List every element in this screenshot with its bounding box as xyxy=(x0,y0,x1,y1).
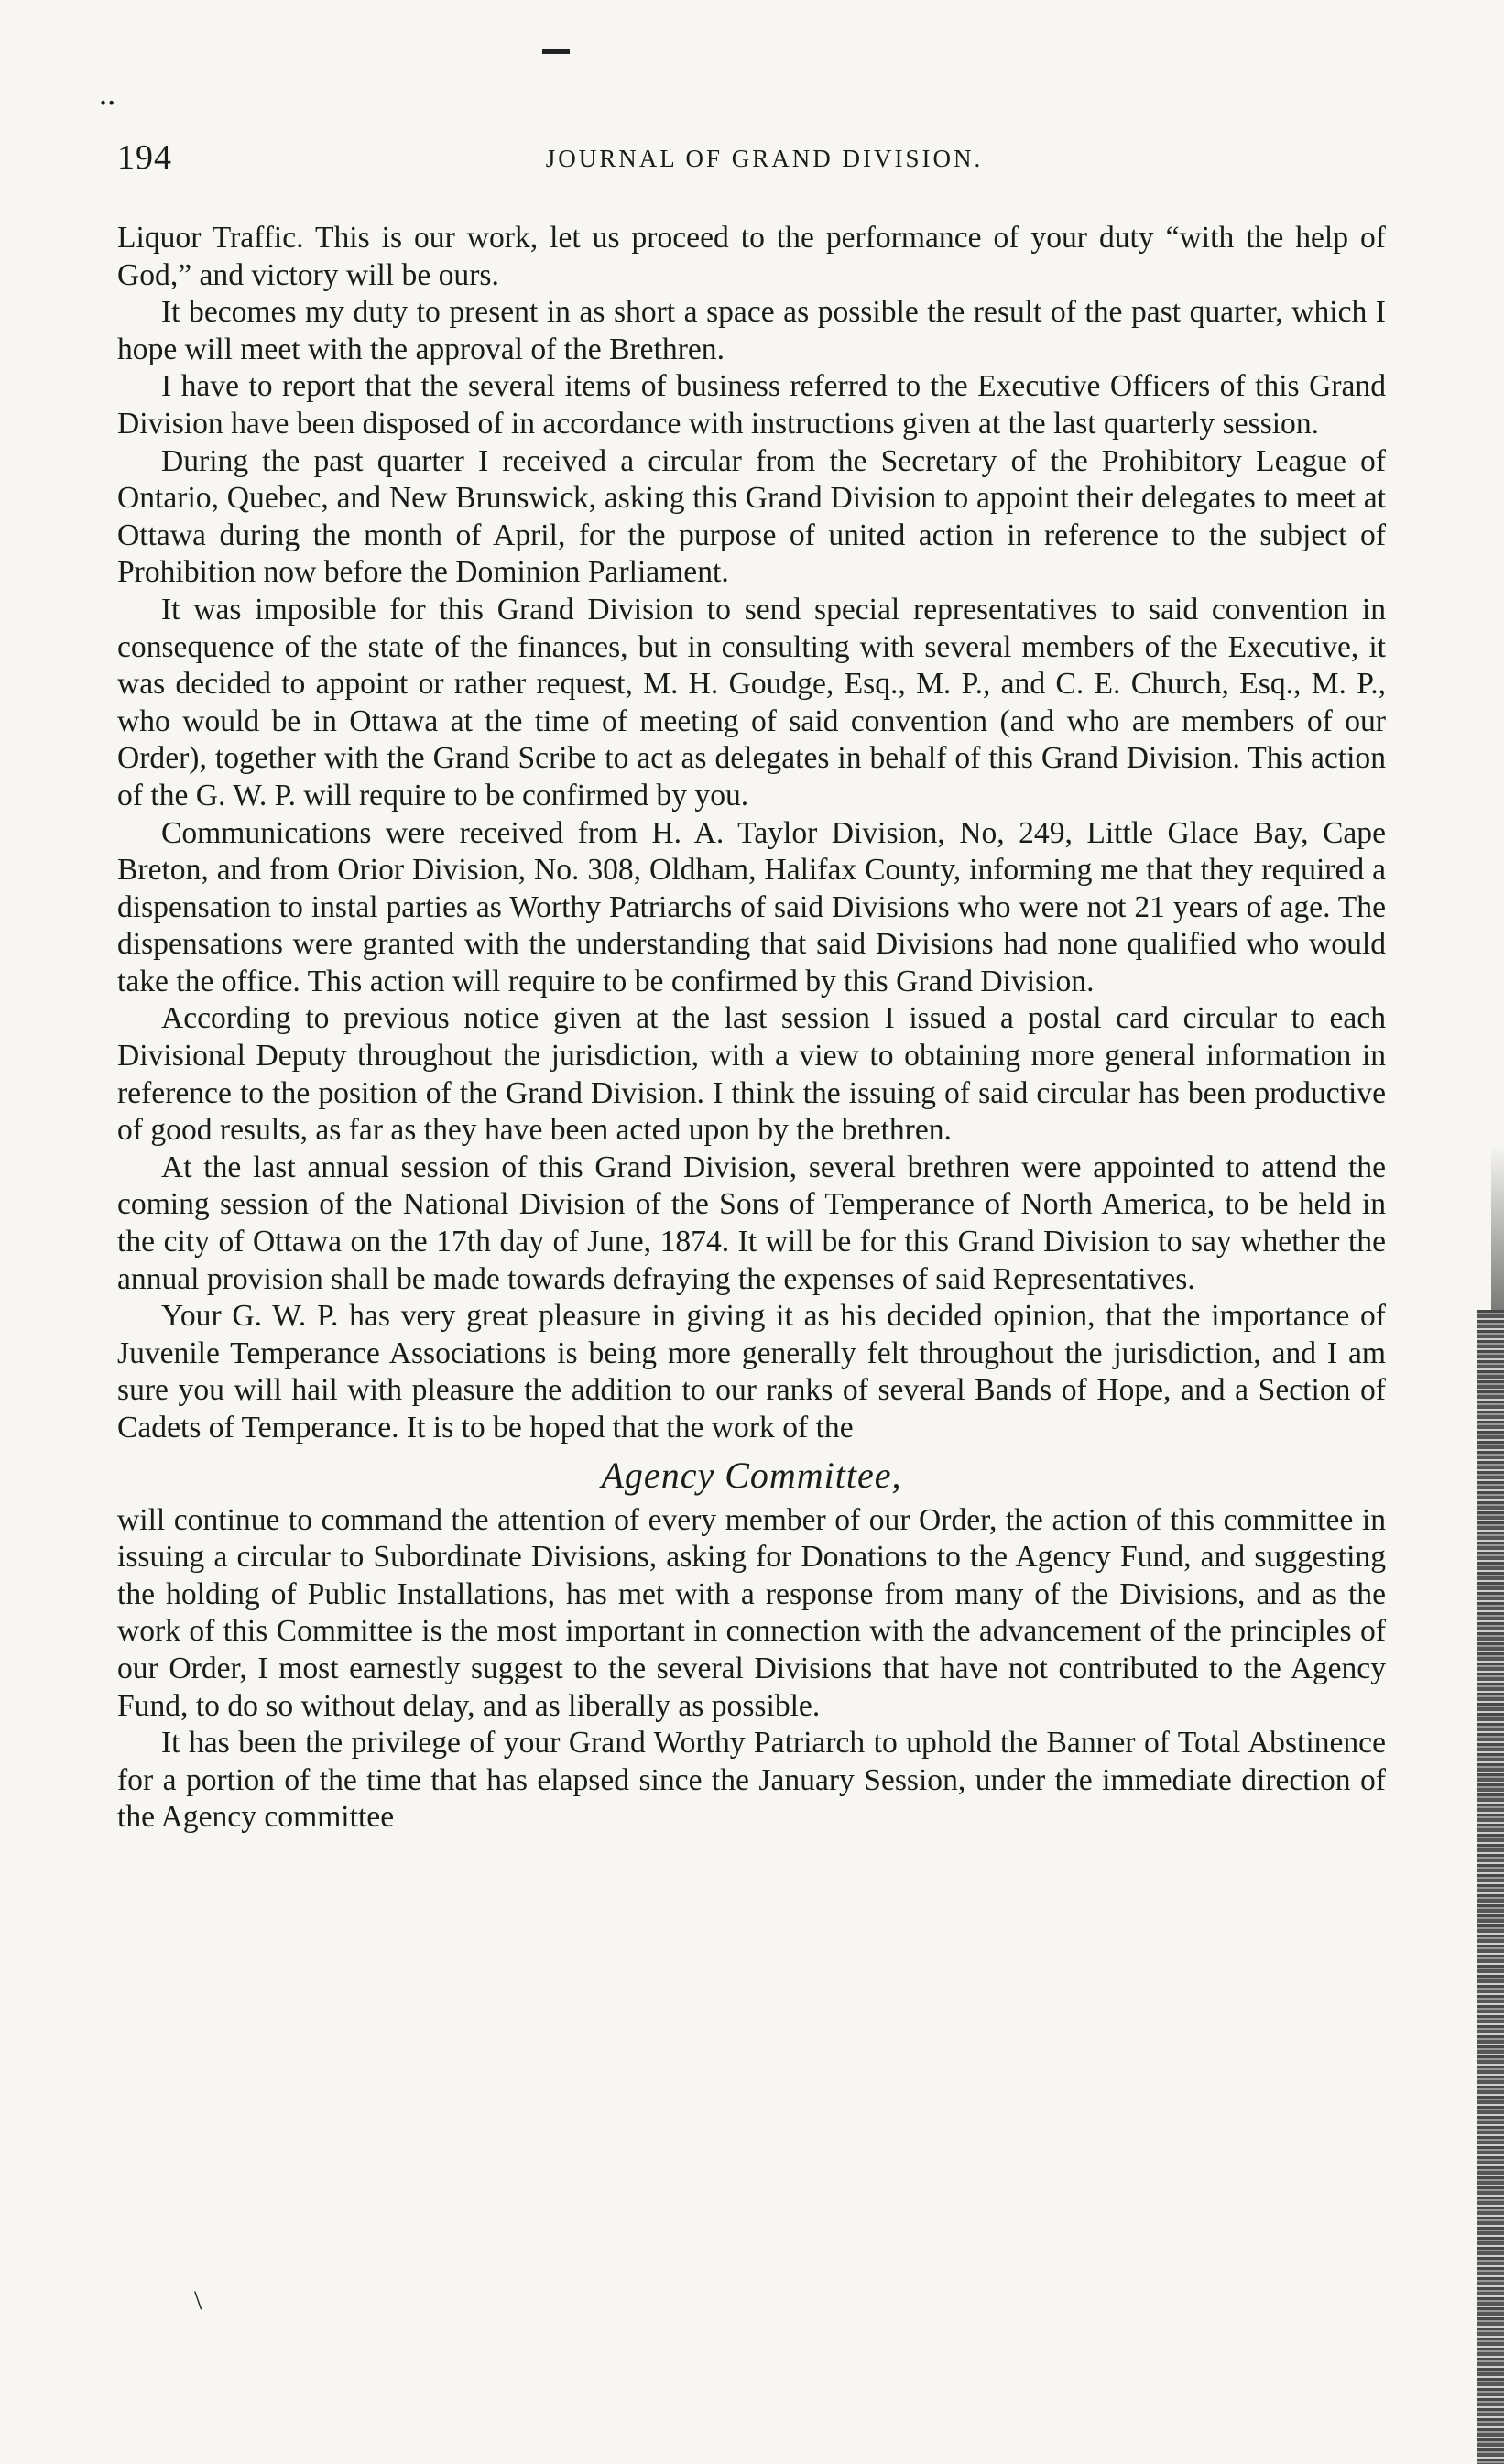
paragraph: will continue to command the attention of every member of our Order, the action of this committee in issuing a circular to Subordinate Divisions, asking for Donations to the Agency Fund, and suggesting the holding of Public Installations, has met with a response from many of the Divisions, and as the work of this Committee is the most important in connection with the advancement of the principles of our Order, I most earnestly suggest to the several Divisions that have not contributed to the Agency Fund, to do so without delay, and as liberally as possible. xyxy=(117,1502,1386,1723)
scan-artifact-mark: \ xyxy=(194,2285,202,2316)
paragraph: It becomes my duty to present in as short a space as possible the result of the past quarter, which I hope will meet with the approval of the Brethren. xyxy=(117,295,1386,366)
paragraph: During the past quarter I received a circular from the Secretary of the Prohibitory League of Ontario, Quebec, and New Brunswick, asking this Grand Division to appoint their delegates to meet at Ottawa during the month of April, for the purpose of united action in reference to the subject of Prohibition now before the Dominion Parliament. xyxy=(117,443,1386,590)
paragraph: Liquor Traffic. This is our work, let us proceed to the performance of your duty “with the help of God,” and victory will be ours. xyxy=(117,221,1386,292)
scan-edge-shadow xyxy=(1491,1145,1504,1310)
paragraph: It was imposible for this Grand Division to send special representatives to said convention in consequence of the state of the finances, but in consulting with several members of the Executive, it was decided to appoint or rather request, M. H. Goudge, Esq., M. P., and C. E. Church, Esq., M. P., who would be in Ottawa at the time of meeting of said convention (and who are members of our Order), together with the Grand Scribe to act as delegates in behalf of this Grand Division. This action of the G. W. P. will require to be confirmed by you. xyxy=(117,592,1386,812)
scan-edge xyxy=(1477,1310,1504,2464)
paragraph: It has been the privilege of your Grand Worthy Patriarch to uphold the Banner of Total Abstinence for a portion of the time that has elapsed since the January Session, under the immediate direction of the Agency committee xyxy=(117,1726,1386,1835)
paragraph: According to previous notice given at the last session I issued a postal card circular to each Divisional Deputy throughout the jurisdiction, with a view to obtaining more general information in reference to the position of the Grand Division. I think the issuing of said circular has been productive of good results, as far as they have been acted upon by the brethren. xyxy=(117,1001,1386,1148)
running-title: JOURNAL OF GRAND DIVISION. xyxy=(545,145,984,172)
body-text xyxy=(117,220,1386,1837)
page-header xyxy=(117,137,1386,180)
paragraph: I have to report that the several items of business referred to the Executive Officers of this Grand Division have been disposed of in accordance with instructions given at the last quarterly session. xyxy=(117,369,1386,441)
paragraph: At the last annual session of this Grand Division, several brethren were appointed to attend the coming session of the National Division of the Sons of Temperance of North America, to be held in the city of Ottawa on the 17th day of June, 1874. It will be for this Grand Division to say whether the annual provision shall be made towards defraying the expenses of said Representatives. xyxy=(117,1150,1386,1296)
section-heading: Agency Committee, xyxy=(601,1454,902,1496)
paragraph: Your G. W. P. has very great pleasure in giving it as his decided opinion, that the importance of Juvenile Temperance Associations is being more generally felt throughout the jurisdiction, and I am sure you will hail with pleasure the addition to our ranks of several Bands of Hope, and a Section of Cadets of Temperance. It is to be hoped that the work of the xyxy=(117,1299,1386,1445)
paragraph: Communications were received from H. A. Taylor Division, No, 249, Little Glace Bay, Cape Breton, and from Orior Division, No. 308, Oldham, Halifax County, informing me that they required a dispensation to instal parties as Worthy Patriarchs of said Divisions who were not 21 years of age. The dispensations were granted with the understanding that said Divisions had none qualified who would take the office. This action will require to be confirmed by this Grand Division. xyxy=(117,815,1386,998)
page-number: 194 xyxy=(117,138,172,177)
scan-artifact-mark: ⸳⸳ xyxy=(99,82,116,116)
scan-artifact-dash xyxy=(542,49,570,54)
